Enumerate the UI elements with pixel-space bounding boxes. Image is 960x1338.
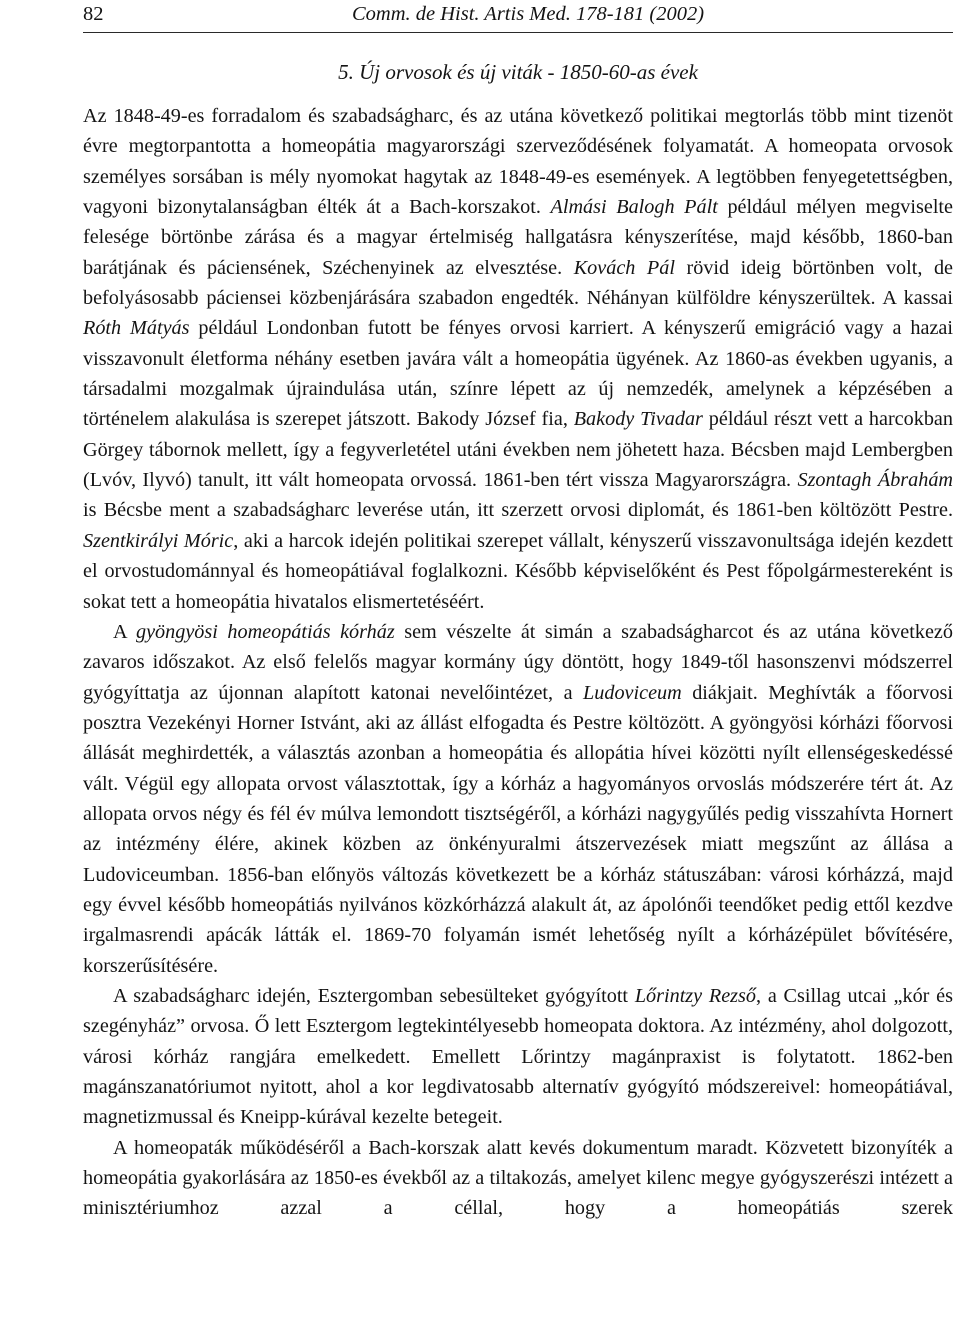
page-number: 82 (83, 3, 104, 25)
body-text (83, 101, 953, 1224)
text-run: , aki a harcok idején politikai szerepet vállalt, kényszerű visszavonultsága idején kezdett el orvostudománnyal és homeopátiával foglalkozni. Később képviselőként és Pest főpolgármestereként is sokat tett a homeopátia hivatalos elismertetéséért. (83, 529, 953, 613)
person-name-lorintzy: Lőrintzy Rezső (634, 984, 756, 1007)
text-run: rövid ideig börtönben volt, de befolyásosabb páciensei közbenjárására szabadon engedték. Néhányan külföldre kényszerültek. A kassai (83, 256, 954, 310)
text-run: sem vészelte át simán a szabadságharcot és az utána következő zavaros időszakot. Az első felelős magyar kormány úgy döntött, hogy 1849-től hasonszenvi módszerrel gyógyíttatja az újonnan alapított katonai nevelőintézet, a (83, 620, 953, 704)
person-name-szontagh: Szontagh Ábrahám (797, 469, 953, 492)
section-title: 5. Új orvosok és új viták - 1850-60-as évek (338, 60, 698, 84)
text-run: A szabadságharc idején, Esztergomban sebesülteket gyógyított (113, 984, 635, 1007)
person-name-almasi-balogh: Almási Balogh Pált (550, 196, 718, 219)
text-run: Az 1848-49-es forradalom és szabadságharc, és az utána következő politikai megtorlás több mint tizenöt évre megtorpantotta a homeopátia magyarországi szerveződésének folyamatát. A homeopata orvosok személyes sorsában is mély nyomokat hagytak az 1848-49-es események. A legtöbben fenyegetettségben, vagyoni bizonytalanságban élték át a Bach-korszakot. (83, 105, 953, 219)
text-run: például mélyen megviselte felesége börtönbe zárása és a magyar értelmiség hallgatásra kényszerítése, majd később, 1860-ban barátjának és páciensének, Széchenyinek az elvesztése. (83, 196, 953, 279)
paragraph-2 (83, 617, 953, 981)
institution-ludoviceum: Ludoviceum (583, 681, 682, 704)
text-run: is Bécsbe ment a szabadságharc leverése után, itt szerzett orvosi diplomát, és 1861-ben költözött Pestre. (83, 499, 953, 522)
text-run: például Londonban futott be fényes orvosi karriert. A kényszerű emigráció vagy a hazai visszavonult életforma néhány esetben javára vált a homeopátia ügyének. Az 1860-as években ugyanis, a társadalmi mozgalmak újraindulása után, színre lépett az új nemzedék, amelynek a képzésében a történelem alakulása is szerepet játszott. Bakody József fia, (83, 317, 953, 431)
document-page (83, 0, 953, 1224)
text-run: diákjait. Meghívták a főorvosi posztra Vezekényi Horner Istvánt, aki az állást elfogadta és Pestre költözött. A gyöngyösi kórházi főorvosi állását meghirdették, a választás azonban a homeopátia és allopátia hívei közötti nyílt ellenségeskedéssé vált. Végül egy allopata orvost választottak, így a kórház a hagyományos orvoslás módszerére tért át. Az allopata orvos négy és fél év múlva lemondott tisztségéről, a kórházi nagygyűlés pedig visszahívta Hornert az intézmény élére, akinek közben az önkényuralmi átszervezések miatt megszűnt az állása a Ludoviceumban. 1856-ban előnyös változás következett be a kórház státuszában: városi kórházzá, majd egy évvel később homeopátiás nyilvános közkórházzá alakult át, az ápolónői teendőket pedig ettől kezdve irgalmasrendi apácák látták el. 1869-70 folyamán ismét lehetőség nyílt a kórházépület bővítésére, korszerűsítésére. (83, 681, 953, 977)
text-run: A (113, 620, 136, 643)
person-name-szentkiralyi: Szentkirályi Móric (83, 529, 234, 552)
text-run: , a Csillag utcai „kór és szegényház” orvosa. Ő lett Esztergom legtekintélyesebb homeopata doktora. Az intézmény, ahol dolgozott, városi kórház rangjára emelkedett. Emellett Lőrintzy magánpraxist is folytatott. 1862-ben magánszanatóriumot nyitott, ahol a kor legdivatosabb alternatív gyógyító módszereivel: homeopátiával, magnetizmussal és Kneipp-kúrával kezelte betegeit. (83, 984, 953, 1129)
running-header (83, 0, 953, 33)
paragraph-4 (83, 1133, 953, 1224)
person-name-kovach: Kovách Pál (573, 256, 675, 279)
person-name-roth: Róth Mátyás (83, 317, 190, 340)
journal-reference: Comm. de Hist. Artis Med. 178-181 (2002) (352, 3, 705, 25)
paragraph-1 (83, 101, 953, 617)
institution-gyongyosi-korhaz: gyöngyösi homeopátiás kórház (136, 620, 395, 643)
person-name-bakody-tivadar: Bakody Tivadar (573, 408, 703, 431)
paragraph-3 (83, 981, 953, 1133)
text-run: például részt vett a harcokban Görgey tábornok mellett, így a fegyverletétel utáni években nem jöhetett haza. Bécsben majd Lembergben (Lvóv, Ilyvó) tanult, itt vált homeopata orvossá. 1861-ben tért vissza Magyarországra. (83, 408, 953, 492)
text-run: A homeopaták működéséről a Bach-korszak alatt kevés dokumentum maradt. Közvetett bizonyíték a homeopátia gyakorlására az 1850-es évekből az a tiltakozás, amelyet kilenc megye gyógyszerészi intézett a minisztériumhoz azzal a céllal, hogy a homeopátiás szerek (83, 1136, 953, 1220)
